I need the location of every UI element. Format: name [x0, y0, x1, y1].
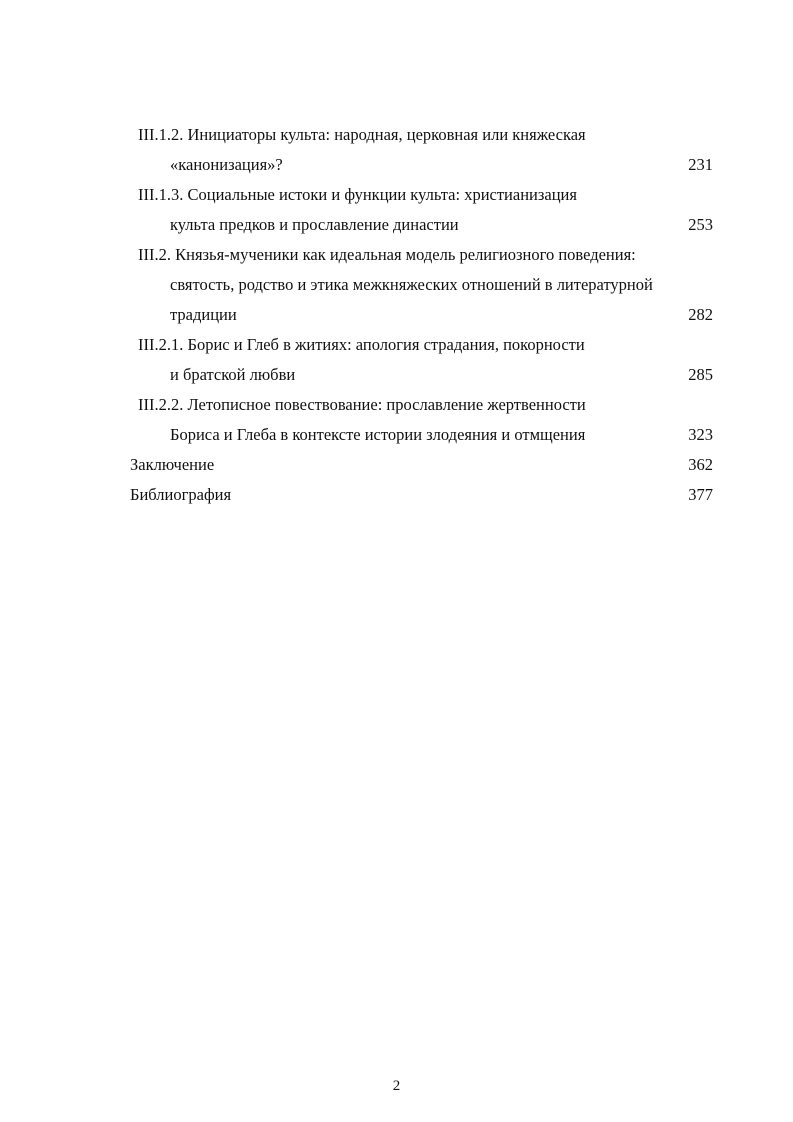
- toc-page-number: 362: [688, 455, 713, 474]
- toc-entry-text: Заключение: [130, 455, 215, 474]
- toc-entry-text: III.2.2. Летописное повествование: прославление жертвенности: [138, 395, 586, 414]
- page-number: 2: [392, 1078, 401, 1094]
- toc-page-number: 282: [688, 305, 713, 324]
- toc-entry-text: и братской любви: [170, 365, 296, 384]
- toc-entry-text: III.1.3. Социальные истоки и функции культа: христианизация: [138, 185, 577, 204]
- toc-entry-text: III.1.2. Инициаторы культа: народная, церковная или княжеская: [138, 125, 586, 144]
- toc-page-number: 285: [688, 365, 713, 384]
- toc-entry-text: III.2.1. Борис и Глеб в житиях: апология страдания, покорности: [138, 335, 585, 354]
- toc-page-number: 253: [688, 215, 713, 234]
- toc-entry-text: Бориса и Глеба в контексте истории злодеяния и отмщения: [170, 425, 586, 444]
- toc-page-number: 231: [688, 155, 713, 174]
- toc-entry-text: Библиография: [130, 485, 232, 504]
- toc-entry-text: традиции: [170, 305, 237, 324]
- toc-entry-text: святость, родство и этика межкняжеских отношений в литературной: [170, 275, 653, 294]
- toc-entry-text: III.2. Князья-мученики как идеальная модель религиозного поведения:: [138, 245, 636, 264]
- toc-entry-text: «канонизация»?: [170, 155, 283, 174]
- toc-entry-text: культа предков и прославление династии: [170, 215, 459, 234]
- toc-page-number: 323: [688, 425, 713, 444]
- toc-page-number: 377: [688, 485, 713, 504]
